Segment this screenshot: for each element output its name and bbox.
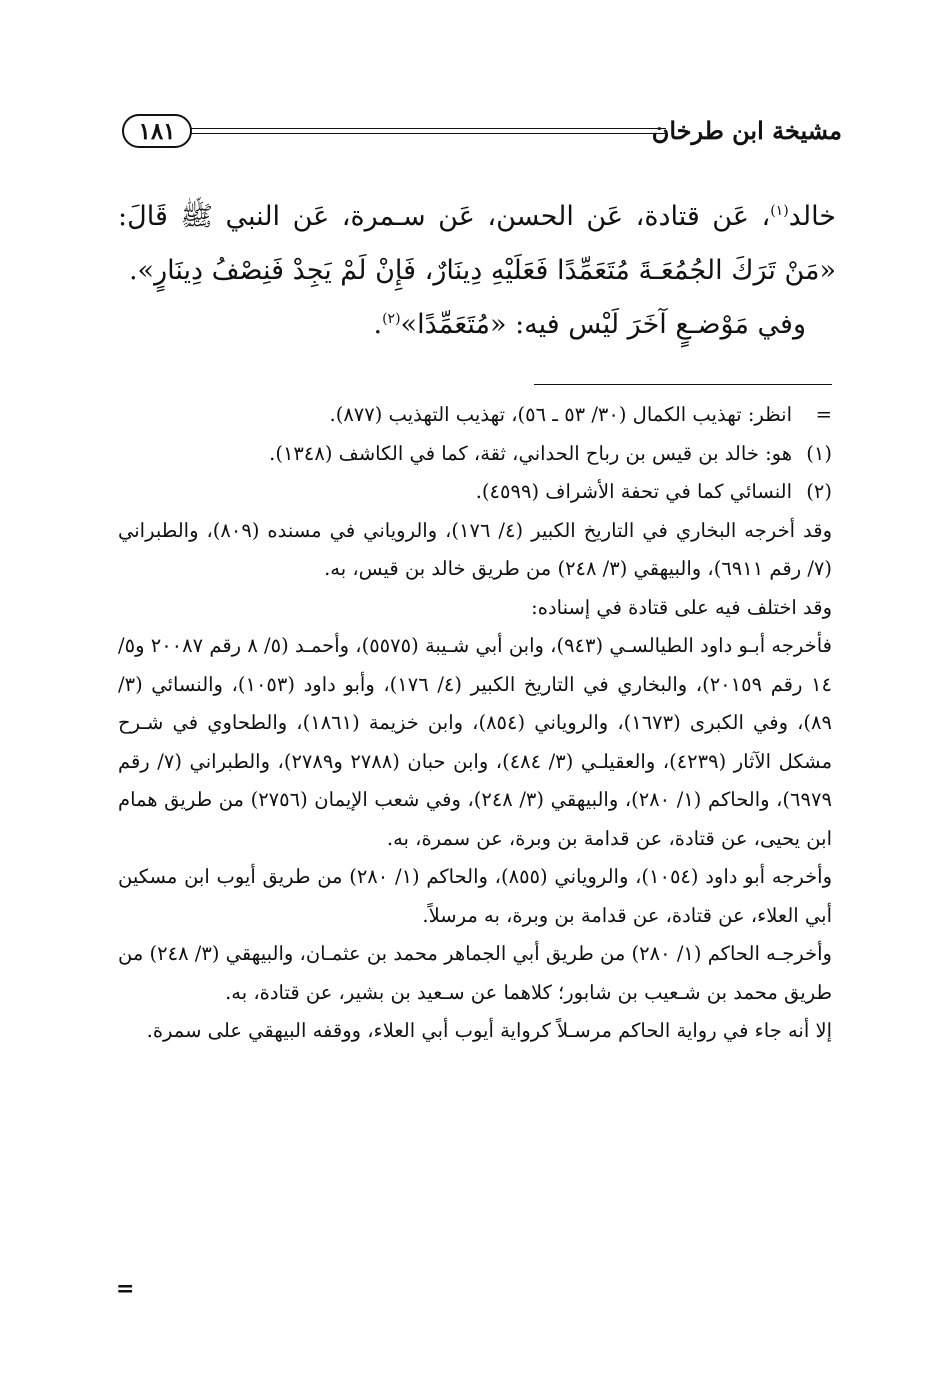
footnote-ref-1: (١) — [770, 203, 789, 219]
carryover-text: انظر: تهذيب الكمال (٣٠/ ٥٣ ـ ٥٦)، تهذيب التهذيب (٨٧٧). — [329, 403, 792, 426]
main-paragraph-2-text: وفي مَوْضـعٍ آخَرَ لَيْس فيه: «مُتَعَمِّدًا» — [400, 309, 806, 340]
carryover-marker: = — [815, 403, 832, 426]
header-double-rule — [190, 128, 666, 134]
page-number: ١٨١ — [122, 114, 192, 148]
footnote-2-marker: (٢) — [806, 480, 832, 503]
footnote-1-marker: (١) — [806, 441, 832, 465]
footnote-separator — [534, 384, 832, 385]
main-paragraph-1-start: خالد — [788, 201, 836, 232]
main-paragraph-1-rest: ، عَن قتادة، عَن الحسن، عَن سـمرة، عَن النبي ﷺ قَالَ: «مَنْ تَرَكَ الجُمُعَـةَ مُتَعَمِّدًا فَعَلَيْهِ دِينَارٌ، فَإِنْ لَمْ يَجِدْ فَنِصْفُ دِينَارٍ». — [118, 201, 836, 286]
footnote-paragraph-c: فأخرجه أبـو داود الطيالسـي (٩٤٣)، وابن أبي شـيبة (٥٥٧٥)، وأحمـد (٥/ ٨ رقم ٢٠٠٨٧ و٥/ ١٤ رقم ٢٠١٥٩)، والبخاري في التاريخ الكبير (٤/ ١٧٦)، وأبو داود (١٠٥٣)، والنسائي (٣/ ٨٩)، وفي الكبرى (١٦٧٣)، والروياني (٨٥٤)، وابن خزيمة (١٨٦١)، والطحاوي في شـرح مشكل الآثار (٤٢٣٩)، والعقيلـي (٣/ ٤٨٤)، وابن حبان (٢٧٨٨ و٢٧٨٩)، والطبراني (٧/ رقم ٦٩٧٩)، والحاكم (١/ ٢٨٠)، والبيهقي (٣/ ٢٤٨)، وفي شعب الإيمان (٢٧٥٦) من طريق همام ابن يحيى، عن قتادة، عن قدامة بن وبرة، عن سمرة، به. — [118, 634, 833, 850]
footnote-paragraph-a: وقد أخرجه البخاري في التاريخ الكبير (٤/ ١٧٦)، والروياني في مسنده (٨٠٩)، والطبراني (٧/ رقم ٦٩١١)، والبيهقي (٣/ ٢٤٨) من طريق خالد بن قيس، به. — [118, 518, 832, 580]
footnote-carryover — [118, 396, 832, 435]
continuation-marker: = — [116, 1276, 135, 1302]
footnote-1 — [118, 435, 832, 474]
main-paragraph-2-end: . — [373, 309, 383, 340]
main-text — [118, 190, 836, 352]
footnote-paragraph-f: إلا أنه جاء في رواية الحاكم مرسـلاً كرواية أيوب أبي العلاء، ووقفه البيهقي على سمرة. — [146, 1019, 832, 1042]
footnote-2 — [118, 473, 832, 512]
footnote-paragraph-d: وأخرجه أبو داود (١٠٥٤)، والروياني (٨٥٥)، والحاكم (١/ ٢٨٠) من طريق أيوب ابن مسكين أبي العلاء، عن قتادة، عن قدامة بن وبرة، به مرسلاً. — [118, 865, 832, 927]
footnotes — [118, 396, 832, 1051]
footnote-2-text: النسائي كما في تحفة الأشراف (٤٥٩٩). — [475, 480, 792, 503]
main-paragraph-1 — [118, 190, 836, 298]
footnote-1-text: هو: خالد بن قيس بن رباح الحداني، ثقة، كما في الكاشف (١٣٤٨). — [269, 441, 792, 465]
main-paragraph-2 — [118, 298, 836, 352]
running-title: مشيخة ابن طرخان — [651, 116, 842, 145]
footnote-paragraph-b: وقد اختلف فيه على قتادة في إسناده: — [531, 595, 832, 619]
footnote-ref-2: (٢) — [382, 311, 401, 327]
footnote-paragraph-e: وأخرجـه الحاكم (١/ ٢٨٠) من طريق أبي الجماهر محمد بن عثمـان، والبيهقي (٣/ ٢٤٨) من طريق محمد بن شـعيب بن شابور؛ كلاهما عن سـعيد بن بشير، عن قتادة، به. — [118, 942, 832, 1004]
